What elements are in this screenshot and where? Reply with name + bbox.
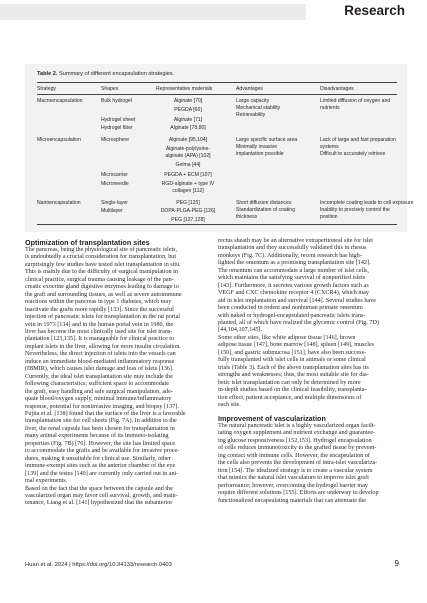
body-text-line: following characteristics: sufficient space to accommodate [25, 381, 169, 388]
table-bottom-rule [37, 224, 397, 225]
body-text-line: been conducted in rodent and nonhuman primate omentum [218, 305, 363, 312]
table-disadvantage: systems [320, 144, 339, 150]
table-disadvantage: Inability to precisely control the [320, 207, 390, 213]
body-text-line: The omentum can accommodate a large number of islet cells, [218, 267, 369, 274]
table-advantage: Minimally invasive [236, 144, 278, 150]
body-text-line: strengths and weaknesses; thus, the most suitable site for dia- [218, 372, 369, 379]
table-material: PEG [127,128] [171, 217, 205, 223]
left-column-body [25, 247, 214, 508]
table-advantage: Large capacity [236, 98, 270, 104]
table-material: alginate (APA) [102] [165, 153, 211, 159]
body-text-line: [150], and gastric submucosa [151], have also been success- [218, 349, 367, 356]
page-number: 9 [394, 559, 399, 568]
right-column-body-bottom [218, 423, 407, 505]
table-advantage: Mechanical stability [236, 105, 281, 111]
table-material: Alginate [95,104] [168, 137, 208, 143]
body-text-line: dures, making it unsuitable for clinical use. Similarly, other [25, 455, 171, 462]
body-text-line: in-depth studies based on the clinical feasibility, transplanta- [218, 387, 367, 394]
body-text-line: liver, the renal capsule has been chosen for transplantation in [25, 425, 175, 432]
body-text-line: to accommodate the grafts and be available for invasive proce- [25, 448, 180, 455]
body-text-line: each site. [218, 401, 241, 408]
table-advantage: Short diffusion distances [236, 200, 292, 206]
body-text-line: is undoubtedly a crucial consideration for transplantation, but [25, 254, 177, 261]
journal-section-title: Research [344, 3, 405, 18]
body-text-line: the graft, easy handling and safe surgical manipulation, ade- [25, 388, 173, 395]
table-material: DOPA-PLGA-PEG [126] [160, 208, 216, 214]
table-header-disadvantages: Disadvantages [320, 86, 354, 92]
table-shape: Hydrogel sheet [101, 117, 136, 123]
table-disadvantage: Difficult to accurately retrieve [320, 151, 386, 157]
body-text-line: tion [154]. The idealized strategy is to create a vascular system [218, 467, 373, 474]
table-header-advantages: Advantages [236, 86, 263, 92]
body-text-line: The pancreas, being the physiological site of pancreatic islets, [25, 247, 178, 253]
section-heading-transplantation-sites: Optimization of transplantation sites [25, 238, 150, 247]
table-shape: Hydrogel fiber [101, 125, 133, 131]
table-material: PEGDA + ECM [107] [164, 172, 212, 178]
body-text-line: (IBMIR), which causes islet damage and loss of islets [136]. [25, 366, 174, 373]
table-material: Alginate [71] [173, 117, 203, 123]
table-strategy-macro: Macroencapsulation [37, 98, 83, 104]
table-shape: Multilayer [101, 208, 123, 214]
table-material: Alginate-polylysine- [165, 146, 211, 152]
body-text-line: plantation [123,135]. It is manageable for clinical practice to [25, 336, 175, 343]
table-material: PEGDA [66] [174, 107, 202, 113]
body-text-line: immune-exempt sites such as the anterior chamber of the eye [25, 463, 176, 470]
body-text-line: Nevertheless, the direct injection of islets into the vessels can [25, 351, 176, 358]
table-disadvantage: Lack of large and fast preparation [320, 137, 396, 143]
body-text-line: tating oxygen supplement and nutrient exchange and guarantee- [218, 430, 376, 437]
body-text-line: reactions within the pancreas in type 1 diabetes, which may [25, 299, 172, 306]
table-material: Alginate [78,80] [170, 125, 206, 131]
body-text-line: transplantation and they successfully validated this in rhesus [218, 245, 367, 252]
body-text-line: which maintains the satisfying survival of nonpurified islets [218, 275, 366, 282]
table-material: PEG [125] [176, 200, 200, 206]
table-strategy-nano: Nanoencapsulation [37, 200, 81, 206]
body-text-line: ing contact with immune cells. However, the encapsulation of [218, 452, 370, 459]
body-text-line: betic islet transplantation can only be determined by more [218, 379, 361, 386]
table-material: Gelma [44] [175, 162, 201, 168]
table-strategy-micro: Microencapsulation [37, 137, 81, 143]
body-text-line: rectus sheath may be an alternative extraperitoneal site for islet [218, 238, 373, 244]
body-text-line: liver has become the most clinically used site for islet trans- [25, 328, 173, 335]
body-text-line: functionalized encapsulating materials that can attenuate the [218, 497, 366, 504]
table-advantage: Retrievability [236, 112, 266, 118]
table-header-rule [37, 94, 397, 95]
footer-citation: Huan et al. 2024 | https://doi.org/10.34133/research.0403 [25, 562, 172, 568]
body-text-line: fully transplanted with islet cells in animals or some clinical [218, 357, 366, 364]
table-shape: Microcarrier [101, 172, 128, 178]
header-bar [0, 4, 306, 20]
body-text-line: Based on the fact that the space between the capsule and the [25, 485, 173, 492]
body-text-line: the cells also prevents the development of intra-islet vasculariza- [218, 460, 378, 467]
body-text-line: planted, all of which have realized the glycemic control (Fig. 7D) [218, 319, 379, 326]
body-text-line: creatic exocrine gland digestive enzymes leading to damage to [25, 284, 179, 291]
body-text-line: injection of pancreatic islets for transplantation in the rat portal [25, 314, 180, 321]
body-text-line: transplantation site for cell sheets (Fig. 7A). In addition to the [25, 418, 177, 425]
body-text-line: inactivate the grafts more rapidly [133]. Since the successful [25, 306, 174, 313]
table-disadvantage: nutrients [320, 105, 340, 111]
table-disadvantage: Incomplete coating leads to cell exposure [320, 200, 414, 206]
table-material: collagen [112] [172, 188, 204, 194]
body-text-line: vascularized organ may favor cell survival, growth, and main- [25, 492, 178, 499]
body-text-line: mal experiments. [25, 478, 68, 485]
body-text-line: induce an immediate blood-mediated inflammatory response [25, 358, 175, 365]
body-text-line: ing glucose responsiveness [152,153]. Hydrogel encapsulation [218, 437, 372, 444]
body-text-line: clinical practice, surgical trauma causing leakage of the pan- [25, 276, 174, 283]
body-text-line: require different solutions [155]. Efforts are underway to develop [218, 490, 379, 497]
body-text-line: adipose tissue [147], bone marrow [148], spleen [149], muscles [218, 342, 375, 349]
table-material: RGD-alginate + type IV [161, 181, 215, 187]
body-text-line: response, potential for noninvasive imaging, and biopsy [137]. [25, 403, 179, 410]
body-text-line: surprisingly few studies have tested islet transplantation in situ. [25, 261, 181, 268]
body-text-line: Fujita et al. [138] found that the surface of the liver is a favorable [25, 410, 186, 417]
section-heading-vascularization: Improvement of vascularization [218, 414, 326, 423]
body-text-line: tenance, Liang et al. [141] hypothesized that the subanterior [25, 500, 173, 507]
body-text-line: many animal experiments because of its immuno-isolating [25, 433, 169, 440]
body-text-line: trials (Table 3). Each of the above transplantation sites has its [218, 364, 369, 371]
body-text-line: that mimics the natural islet vasculature to improve islet graft [218, 475, 369, 482]
table-shape: Microneedle [101, 181, 129, 187]
body-text-line: lighted the omentum as a promising transplantation site [142]. [218, 260, 371, 267]
body-text-line: The natural pancreatic islet is a highly vascularized organ facili- [218, 423, 376, 429]
body-text-line: This is mainly due to the difficulty of surgical manipulation in [25, 269, 178, 276]
table-material: Alginate [70] [173, 98, 203, 104]
table-header-materials: Representative materials [156, 86, 213, 92]
body-text-line: tion effect, patient acceptance, and multiple dimensions of [218, 394, 362, 401]
table-caption [37, 71, 174, 77]
table-shape: Single-layer [101, 200, 128, 206]
table-advantage: Standardization of coating [236, 207, 295, 213]
right-column-body-top [218, 238, 407, 409]
body-text-line: with naked or hydrogel-encapsulated pancreatic islets trans- [218, 312, 366, 319]
table-disadvantage: position [320, 214, 338, 220]
table-caption-text: Summary of different encapsulation strategies. [57, 71, 175, 77]
table-advantage: thickness [236, 214, 258, 220]
body-text-line: aid in islet implantation and survival [144]. Several studies have [218, 297, 376, 304]
table-disadvantage: Limited diffusion of oxygen and [320, 98, 391, 104]
table-advantage: Large specific surface area [236, 137, 298, 143]
body-text-line: monkeys (Fig. 7C). Additionally, recent research has high- [218, 252, 362, 259]
table-shape: Microsphere [101, 137, 130, 143]
body-text-line: of cells reduces immunotoxicity to the grafted tissue by prevent- [218, 445, 377, 452]
body-text-line: vein in 1973 [134] and in the human portal vein in 1980, the [25, 321, 174, 328]
table-header-shapes: Shapes [101, 86, 119, 92]
table-top-rule [37, 82, 397, 83]
table-shape: Bulk hydrogel [101, 98, 132, 104]
body-text-line: [44,104,107,145]. [218, 327, 263, 334]
body-text-line: [143]. Furthermore, it secretes various growth factors such as [218, 282, 369, 289]
table-caption-label: Table 2. [37, 71, 58, 77]
body-text-line: implant islets in the liver, allowing for more insulin circulation. [25, 343, 181, 350]
body-text-line: performance; however, overcoming the hydrogel barrier may [218, 482, 368, 489]
body-text-line: properties (Fig. 7B) [76]. However, the site has limited space [25, 440, 176, 447]
body-text-line: Currently, the ideal islet transplantation site may include the [25, 373, 173, 380]
body-text-line: VEGF and CXC chemokine receptor 4 (CXCR4), which may [218, 290, 369, 297]
body-text-line: [139] and the testes [140] are currently only carried out in ani- [25, 470, 179, 477]
body-text-line: the graft and surrounding tissues, as well as severe autoimmune [25, 291, 182, 298]
body-text-line: Some other sites, like white adipose tissue [146], brown [218, 334, 356, 341]
table-header-strategy: Strategy [37, 86, 56, 92]
table-advantage: implantation possible [236, 151, 284, 157]
body-text-line: quate blood/oxygen supply, minimal immune/inflammatory [25, 396, 172, 403]
